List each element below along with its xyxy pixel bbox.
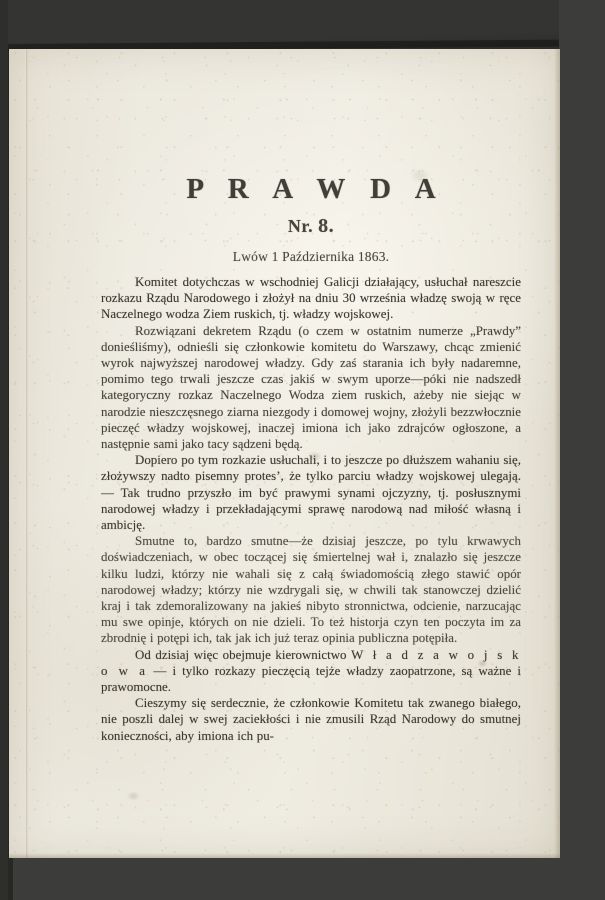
paragraph: Cieszymy się serdecznie, że członkowie Komitetu tak zwanego białego, nie poszli dalej w swej zaciekłości i nie zmusili Rząd Narodowy do smutnej konieczności, aby imiona ich pu- [101, 696, 521, 743]
paragraph: Dopiero po tym rozkazie usłuchali, i to jeszcze po dłuższem wahaniu się, złożywszy nadto pisemny protes’, że tylko parciu władzy wojskowej ulegają. — Tak trudno przyszło im być prawymi synami ojczyzny, tj. posłusznymi narodowej władzy i przekładającymi sprawę narodową nad miłość własną i ambicję. [101, 453, 521, 533]
newspaper-title: P R A W D A [186, 173, 445, 205]
page-edge-shadow-right [554, 49, 560, 858]
paragraph-lead: Od dzisiaj więc obejmuje kierownictwo [135, 647, 352, 662]
scanner-background-right [559, 0, 605, 900]
issue-number: 8. [318, 215, 335, 237]
scanner-background-left [0, 0, 8, 900]
newspaper-page [9, 49, 560, 858]
paragraph: Rozwiązani dekretem Rządu (o czem w ostatnim numerze „Prawdy” donieśliśmy), odnieśli się członkowie komitetu do Warszawy, chcąc zmienić wyrok najwyższej narodowej władzy. Gdy zaś starania ich były nadaremne, pomimo tego trwali jeszcze czas jakiś w swym uporze—póki nie nadszedł kategoryczny rozkaz Naczelnego Wodza ziem ruskich, ażeby nie siejąc w narodzie nieszczęsnego ziarna niezgody i domowej wojny, złożyli bezzwłocznie pieczęć władzy wojskowej, inaczej imiona ich jako zdrajców ogłoszone, a następnie sami jako tacy sądzeni będą. [101, 323, 521, 452]
text-column [101, 49, 521, 858]
article-body [101, 274, 521, 744]
issue-line [101, 215, 521, 238]
paragraph: Smutne to, bardzo smutne—że dzisiaj jeszcze, po tylu krwawych doświadczeniach, w obec toczącej się śmiertelnej wał i, znalazło się jeszcze kilku ludzi, którzy nie wahali się z całą świadomością złego stawić opór narodowej władzy; którzy nie wzdrygali się, w chwili tak stanowczej dzielić kraj i tak zdemoralizowany na jakieś nibyto stronnictwa, odcienie, narzucając mu swe opinje, których on nie dzieli. To też historja czyn ten poczyta im za zbrodnię i potępi ich, tak jak ich już teraz opinia publiczna potępiła. [101, 534, 521, 646]
paragraph-with-emphasis [101, 647, 521, 696]
issue-label: Nr. [287, 216, 314, 236]
paragraph-tail: — i tylko rozkazy pieczęcią tejże władzy zaopatrzone, są ważne i prawomocne. [101, 663, 521, 695]
emphasized-phrase: W ł a d z a w o j s k o w a [101, 647, 521, 678]
masthead [101, 173, 521, 265]
scanner-background-bottom [0, 858, 605, 900]
dateline: Lwów 1 Października 1863. [232, 249, 390, 264]
paragraph: Komitet dotychczas w wschodniej Galicji działający, usłuchał nareszcie rozkazu Rządu Narodowego i złożył na dniu 30 września władzę swoją w ręce Naczelnego wodza Ziem ruskich, tj. władzy wojskowej. [101, 275, 521, 322]
page-fold-crease [25, 49, 28, 858]
